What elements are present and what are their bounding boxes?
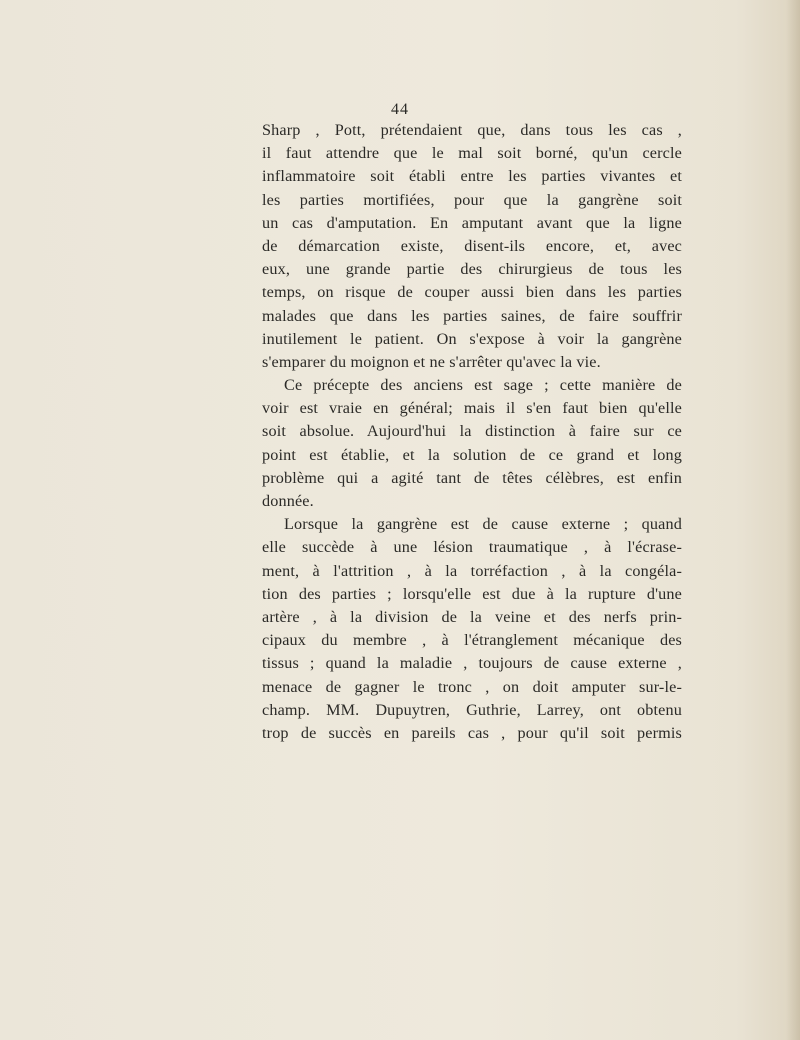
text-line: un cas d'amputation. En amputant avant que la ligne (262, 213, 682, 232)
text-line: il faut attendre que le mal soit borné, qu'un cercle (262, 144, 682, 163)
text-line: cipaux du membre , à l'étranglement mécanique des (262, 631, 682, 650)
text-line: champ. MM. Dupuytren, Guthrie, Larrey, ont obtenu (262, 700, 682, 719)
page-edge-shadow (786, 0, 800, 1040)
text-line: point est établie, et la solution de ce grand et long (262, 445, 682, 464)
text-line: Lorsque la gangrène est de cause externe ; quand (284, 515, 682, 534)
text-line: voir est vraie en général; mais il s'en faut bien qu'elle (262, 399, 682, 418)
page-number: 44 (391, 101, 409, 118)
text-line: Ce précepte des anciens est sage ; cette manière de (284, 376, 682, 395)
text-line: eux, une grande partie des chirurgieus de tous les (262, 260, 682, 279)
text-line: artère , à la division de la veine et des nerfs prin- (262, 607, 682, 626)
text-line: temps, on risque de couper aussi bien dans les parties (262, 283, 682, 302)
text-line: inflammatoire soit établi entre les parties vivantes et (262, 167, 682, 186)
text-line: elle succède à une lésion traumatique , à l'écrase- (262, 538, 682, 557)
text-line: ment, à l'attrition , à la torréfaction , à la congéla- (262, 561, 682, 580)
text-line: les parties mortifiées, pour que la gangrène soit (262, 190, 682, 209)
text-line: problème qui a agité tant de têtes célèbres, est enfin (262, 468, 682, 487)
text-line: trop de succès en pareils cas , pour qu'il soit permis (262, 723, 682, 742)
text-line: soit absolue. Aujourd'hui la distinction à faire sur ce (262, 422, 682, 441)
text-line: s'emparer du moignon et ne s'arrêter qu'avec la vie. (262, 352, 601, 371)
text-line: inutilement le patient. On s'expose à voir la gangrène (262, 329, 682, 348)
text-line: donnée. (262, 492, 314, 510)
text-line: tissus ; quand la maladie , toujours de cause externe , (262, 654, 682, 673)
text-line: tion des parties ; lorsqu'elle est due à la rupture d'une (262, 584, 682, 603)
text-line: Sharp , Pott, prétendaient que, dans tous les cas , (262, 121, 682, 139)
body-text (262, 119, 682, 745)
text-line: malades que dans les parties saines, de faire souffrir (262, 306, 682, 325)
text-line: de démarcation existe, disent-ils encore, et, avec (262, 236, 682, 255)
text-line: menace de gagner le tronc , on doit amputer sur-le- (262, 677, 682, 696)
